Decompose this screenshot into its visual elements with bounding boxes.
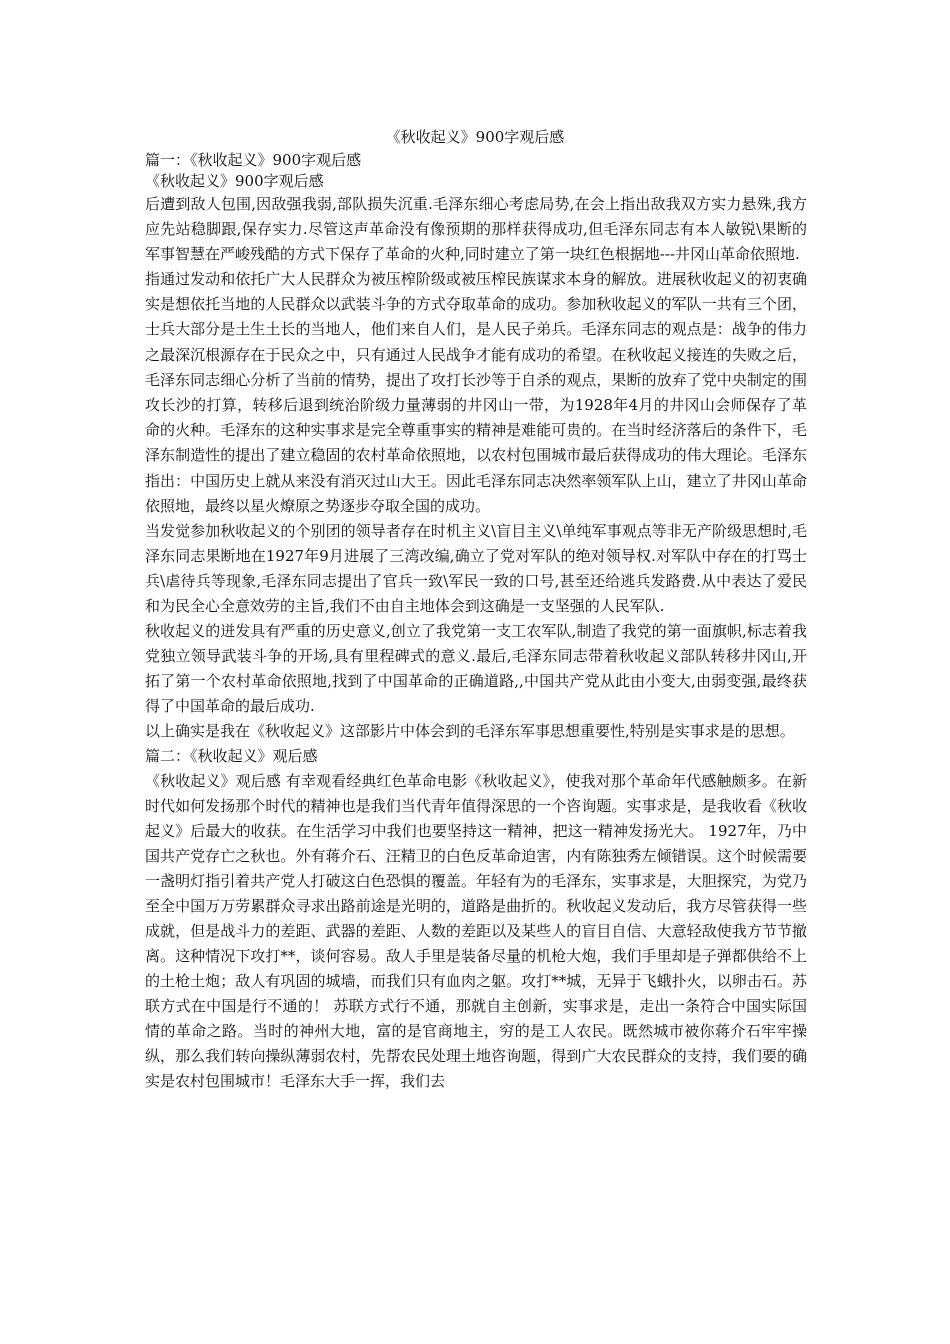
article2-heading: 篇二：《秋收起义》观后感 — [145, 747, 318, 766]
paragraph-1: 后遭到敌人包围,因敌强我弱,部队损失沉重.毛泽东细心考虑局势,在会上指出敌我双方实力悬殊,我方应先站稳脚跟,保存实力.尽管这声革命没有像预期的那样获得成功,但毛泽东同志有本人敏锐\果断的军事智慧在严峻残酷的方式下保存了革命的火种,同时建立了第一块红色根据地---井冈山革命依照地. — [145, 195, 807, 263]
article1-subtitle: 《秋收起义》900字观后感 — [145, 172, 324, 190]
article2-paragraph: 《秋收起义》观后感 有幸观看经典红色革命电影《秋收起义》，使我对那个革命年代感触颇多。在新时代如何发扬那个时代的精神也是我们当代青年值得深思的一个咨询题。实事求是，是我收看《秋收起义》后最大的收获。在生活学习中我们也要坚持这一精神，把这一精神发扬光大。 1927年，乃中国共产党存亡之秋也。外有蒋介石、汪精卫的白色反革命迫害，内有陈独秀左倾错误。这个时候需要一盏明灯指引着共产党人打破这白色恐惧的覆盖。年轻有为的毛泽东，实事求是，大胆探究，为党乃至全中国万万劳累群众寻求出路前途是光明的，道路是曲折的。秋收起义发动后，我方尽管获得一些成就，但是战斗力的差距、武器的差距、人数的差距以及某些人的盲目自信、大意轻敌使我方节节撤离。这种情况下攻打**，谈何容易。敌人手里是装备尽量的机枪大炮，我们手里却是子弹都供给不上的土枪土炮；敌人有巩固的城墙，而我们只有血肉之躯。攻打**城，无异于飞蛾扑火，以卵击石。苏联方式在中国是行不通的！ 苏联方式行不通，那就自主创新，实事求是，走出一条符合中国实际国情的革命之路。当时的神州大地，富的是官商地主，穷的是工人农民。既然城市被你蒋介石牢牢操纵，那么我们转向操纵薄弱农村，先帮农民处理土地咨询题，得到广大农民群众的支持，我们要的确实是农村包围城市！毛泽东大手一挥，我们去 — [145, 772, 807, 1091]
paragraph-3: 当发觉参加秋收起义的个别团的领导者存在时机主义\盲目主义\单纯军事观点等非无产阶级思想时,毛泽东同志果断地在1927年9月进展了三湾改编,确立了党对军队的绝对领导权.对军队中存在的打骂士兵\虐待兵等现象,毛泽东同志提出了官兵一致\军民一致的口号,甚至还给逃兵发路费.从中表达了爱民和为民全心全意效劳的主旨,我们不由自主地体会到这确是一支坚强的人民军队. — [145, 522, 807, 616]
document-body — [145, 150, 807, 1094]
paragraph-5: 以上确实是我在《秋收起义》这部影片中体会到的毛泽东军事思想重要性,特别是实事求是的思想。 — [145, 722, 795, 741]
paragraph-2: 指通过发动和依托广大人民群众为被压榨阶级或被压榨民族谋求本身的解放。进展秋收起义的初衷确实是想依托当地的人民群众以武装斗争的方式夺取革命的成功。参加秋收起义的军队一共有三个团，士兵大部分是土生土长的当地人，他们来自人们，是人民子弟兵。毛泽东同志的观点是：战争的伟力之最深沉根源存在于民众之中，只有通过人民战争才能有成功的希望。在秋收起义接连的失败之后，毛泽东同志细心分析了当前的情势，提出了攻打长沙等于自杀的观点，果断的放弃了党中央制定的围攻长沙的打算，转移后退到统治阶级力量薄弱的井冈山一带，为1928年4月的井冈山会师保存了革命的火种。毛泽东的这种实事求是完全尊重事实的精神是难能可贵的。在当时经济落后的条件下，毛泽东制造性的提出了建立稳固的农村革命依照地，以农村包围城市最后获得成功的伟大理论。毛泽东指出：中国历史上就从来没有消灭过山大王。因此毛泽东同志决然率领军队上山，建立了井冈山革命依照地，最终以星火燎原之势逐步夺取全国的成功。 — [145, 270, 807, 515]
paragraph-4: 秋收起义的迸发具有严重的历史意义,创立了我党第一支工农军队,制造了我党的第一面旗帜,标志着我党独立领导武装斗争的开场,具有里程碑式的意义.最后,毛泽东同志带着秋收起义部队转移井冈山,开拓了第一个农村革命依照地,找到了中国革命的正确道路,,中国共产党从此由小变大,由弱变强,最终获得了中国革命的最后成功. — [145, 622, 807, 716]
article1-heading: 篇一：《秋收起义》900字观后感 — [145, 151, 362, 169]
document-title: 《秋收起义》900字观后感 — [385, 128, 565, 146]
